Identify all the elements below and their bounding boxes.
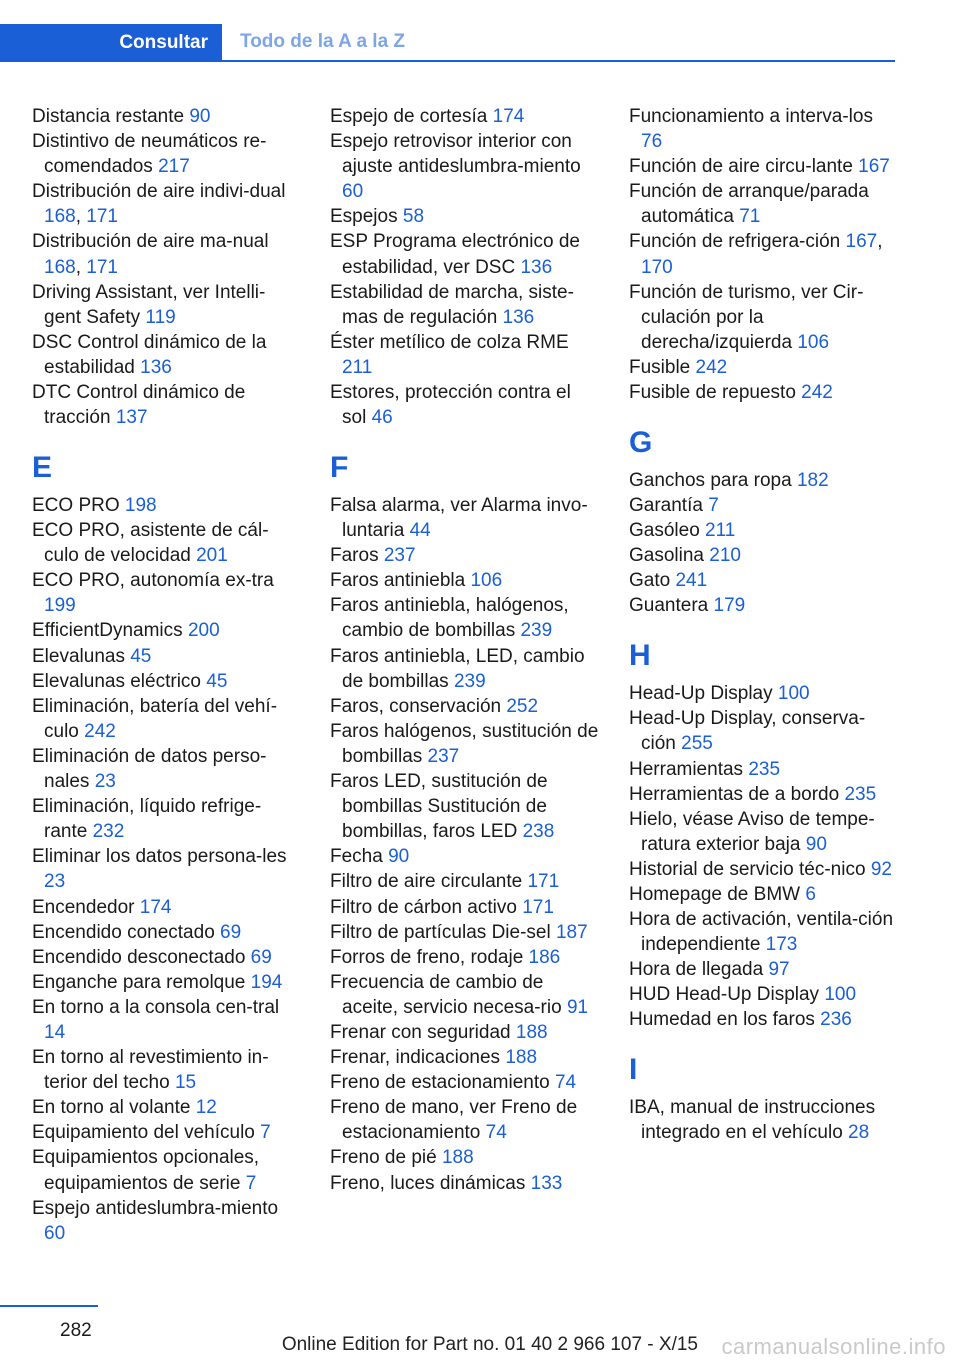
index-entry-text: Encendido desconectado [32,946,251,968]
page-link[interactable]: 241 [675,570,708,592]
page-link[interactable]: 174 [139,896,172,918]
index-entry [629,882,899,907]
index-entry-text: Filtro de cárbon activo [330,896,523,918]
index-entry [330,844,600,869]
page-link[interactable]: 242 [695,356,728,378]
index-entry-text: DSC Control dinámico de la estabilidad [32,331,267,378]
index-entry-text: Equipamiento del vehículo [32,1122,261,1144]
index-entry [32,280,302,330]
index-entry-text: Faros [330,545,384,567]
index-entry-text: Gasolina [629,545,710,567]
index-entry-text: Eliminación de datos perso-nales [32,745,267,793]
index-entry [330,694,600,719]
index-entry-text: Filtro de partículas Die-sel [330,921,556,943]
index-entry-text: Función de arranque/parada automática [629,181,869,228]
page-link[interactable]: 7 [260,1122,271,1144]
index-entry-text: Freno de mano, ver Freno de estacionamiento [330,1097,578,1144]
index-entry [629,681,899,706]
index-entry [32,568,302,618]
index-entry-text: Espejo antideslumbra-miento [32,1197,279,1219]
page-link[interactable]: 136 [502,306,535,328]
index-entry-text: DTC Control dinámico de tracción [32,382,246,429]
page-link[interactable]: 170 [641,256,673,278]
index-entry-text: Faros LED, sustitución de bombillas Sustitución de bombillas, faros LED [330,771,548,843]
index-entry-text: Falsa alarma, ver Alarma invo-luntaria [330,495,588,542]
page-link[interactable]: 74 [485,1122,507,1144]
index-entry-text: Elevalunas eléctrico [32,670,207,692]
page-link[interactable]: 210 [709,545,741,567]
page-link[interactable]: 194 [250,971,283,993]
page-link[interactable]: 137 [115,407,148,429]
index-entry [330,945,600,970]
index-entry-text: Función de aire circu-lante [629,156,859,178]
index-entry-text: Estores, protección contra el sol [330,382,571,429]
index-entry-text: Función de refrigera-ción [629,231,846,253]
page-link[interactable]: 23 [44,871,66,893]
index-entry-text: Distancia restante [32,106,190,127]
page-link[interactable]: 119 [145,306,176,328]
page-link[interactable]: 188 [441,1147,474,1169]
index-entry-text: Éster metílico de colza RME [330,331,569,353]
index-entry-text: Funcionamiento a interva-los [629,106,873,127]
index-entry [629,982,899,1007]
index-column-3 [629,104,899,1146]
index-entry-text: Espejo retrovisor interior con ajuste antideslumbra-miento [330,131,581,178]
index-entry [32,644,302,669]
index-entry [32,970,302,995]
page-link[interactable]: 100 [824,984,857,1006]
index-entry [629,593,899,618]
page-link[interactable]: 90 [805,833,827,855]
index-entry [330,280,600,330]
index-entry-text: Hora de llegada [629,959,769,981]
index-entry [32,995,302,1045]
page-link[interactable]: 255 [681,733,713,755]
page-link[interactable]: 69 [250,946,272,968]
header-bar [0,24,895,62]
index-entry [32,895,302,920]
index-entry-text: Forros de freno, rodaje [330,946,529,968]
index-entry [32,744,302,794]
index-entry [629,468,899,493]
page-link[interactable]: 91 [566,996,589,1018]
index-entry: Función de refrigera-ción 167, 170 [629,231,883,278]
page-link[interactable]: 60 [342,181,364,203]
index-entry-text: ECO PRO, autonomía ex-tra [32,570,274,592]
index-entry-text: Enganche para remolque [32,971,251,993]
page-link[interactable]: 90 [388,846,410,868]
index-entry-text: Freno de pié [330,1147,442,1169]
index-entry-text: Humedad en los faros [629,1009,821,1031]
index-entry-text: Faros, conservación [330,695,507,717]
index-entry-text: Gasóleo [629,520,706,542]
index-entry-text: Freno de estacionamiento [330,1072,555,1094]
index-entry-text: Faros antiniebla [330,570,471,592]
index-entry-text: Encendido conectado [32,921,221,943]
index-entry [629,957,899,982]
index-entry-text: Distribución de aire indivi-dual [32,181,286,203]
index-entry [330,1145,600,1170]
index-entry-text: Guantera [629,595,714,617]
footer-rule [0,1305,98,1307]
index-entry-text: Espejo de cortesía [330,106,493,127]
index-entry-text: Eliminación, batería del vehí-culo [32,695,278,742]
page-link[interactable]: 90 [189,106,211,127]
index-entry-text: Fecha [330,846,389,868]
index-entry: Distribución de aire indivi-dual 168, 171 [32,181,286,228]
index-letter-f: F [330,450,349,484]
page-number: 282 [60,1320,92,1341]
page-link[interactable]: 188 [515,1021,548,1043]
index-entry [629,1095,899,1145]
index-entry [629,807,899,857]
index-entry-text: IBA, manual de instrucciones integrado en el vehículo [629,1097,876,1144]
index-entry [330,895,600,920]
index-entry [32,1045,302,1095]
index-entry-text: Herramientas de a bordo [629,783,845,805]
page-link[interactable]: 173 [765,934,798,956]
index-entry [629,1007,899,1032]
page-link[interactable]: 71 [739,206,761,228]
index-entry-text: Eliminación, líquido refrige-rante [32,796,262,843]
index-entry-text: Frecuencia de cambio de aceite, servicio necesa-rio [330,971,567,1018]
index-entry-text: Elevalunas [32,645,131,667]
index-entry [629,179,899,229]
index-entry-text: ESP Programa electrónico de estabilidad, ver DSC [330,231,580,278]
index-letter-e: E [32,450,53,484]
index-column-2 [330,104,600,1196]
page-link[interactable]: 235 [748,758,781,780]
index-entry [330,1171,600,1196]
index-entry [330,330,600,380]
page-link[interactable]: 45 [206,670,228,692]
index-entry [330,380,600,430]
index-entry-text: Homepage de BMW [629,884,806,905]
page-link[interactable]: 97 [768,959,790,981]
page-link[interactable]: 179 [713,595,746,617]
index-entry-text: Head-Up Display, conserva-ción [629,708,866,755]
index-entry [629,857,899,882]
index-entry [32,518,302,568]
page-link[interactable]: 237 [383,545,416,567]
index-entry-text: Encendedor [32,896,140,918]
page-link[interactable]: 242 [84,720,116,742]
page-link[interactable]: 74 [554,1072,577,1094]
index-entry [32,1145,302,1195]
page-link[interactable]: 211 [342,356,373,378]
index-entry-text: Eliminar los datos persona-les [32,846,287,868]
index-entry [32,844,302,894]
index-entry [32,104,302,129]
page-link[interactable]: 168 [44,206,76,228]
page-link[interactable]: 106 [797,331,830,353]
index-entry [330,129,600,204]
index-entry [32,493,302,518]
page-link[interactable]: 58 [402,206,425,228]
index-entry-text: Gato [629,570,676,592]
page-link[interactable]: 236 [820,1009,852,1031]
index-entry-text: Fusible [629,356,696,378]
index-entry [629,782,899,807]
page-link[interactable]: 100 [777,683,810,705]
index-entry-text: Distintivo de neumáticos re-comendados [32,131,267,178]
tab-consultar[interactable]: Consultar [0,24,222,62]
index-entry [330,1020,600,1045]
index-entry [629,706,899,756]
index-entry-text: Freno, luces dinámicas [330,1172,531,1194]
page-link[interactable]: 171 [527,871,560,893]
page-link[interactable]: 242 [801,382,833,404]
index-entry [32,1120,302,1145]
index-entry [330,869,600,894]
index-entry [330,719,600,769]
page-link[interactable]: 198 [124,495,157,516]
page-link[interactable]: 45 [130,645,152,667]
index-entry-text: Faros antiniebla, halógenos, cambio de bombillas [330,595,569,642]
index-entry-text: Hora de activación, ventila-ción independiente [629,909,894,956]
page-link[interactable]: 168 [44,256,76,278]
index-entry [629,104,899,154]
page-link[interactable]: 235 [844,783,877,805]
header-rule [0,60,895,62]
index-entry [330,593,600,643]
index-entry [32,618,302,643]
index-entry-text: En torno al volante [32,1097,196,1119]
index-entry [32,669,302,694]
page-link[interactable]: 171 [86,206,118,228]
page-link[interactable]: 232 [92,821,125,843]
index-letter-h: H [629,639,651,673]
index-entry [629,543,899,568]
index-entry-text: ECO PRO, asistente de cál-culo de velocidad [32,520,269,567]
page-link[interactable]: 14 [44,1021,66,1043]
index-entry-text: Espejos [330,206,403,228]
index-letter-i: I [629,1053,638,1087]
index-entry-text: Estabilidad de marcha, siste-mas de regulación [330,281,574,328]
page-link[interactable]: 199 [44,595,76,617]
page-link[interactable]: 186 [528,946,561,968]
index-entry [330,769,600,844]
page-link[interactable]: 187 [555,921,588,943]
index-entry [629,380,899,405]
page-link[interactable]: 167 [845,231,878,253]
index-entry [330,204,600,229]
page-link[interactable]: 200 [187,620,220,642]
page-link[interactable]: 76 [641,131,663,153]
index-entry-text: Head-Up Display [629,683,778,705]
index-entry [629,907,899,957]
page-link[interactable]: 136 [140,356,172,378]
page-link[interactable]: 133 [530,1172,563,1194]
page-link[interactable]: 239 [453,670,486,692]
index-entry [330,229,600,279]
page-link[interactable]: 188 [505,1047,538,1069]
index-entry [330,568,600,593]
page-link[interactable]: 171 [86,256,118,278]
index-entry-text: Garantía [629,495,709,516]
index-entry [32,1095,302,1120]
index-letter-g: G [629,425,653,459]
index-entry-text: Filtro de aire circulante [330,871,528,893]
index-entry [32,330,302,380]
index-entry-text: Frenar con seguridad [330,1021,516,1043]
index-entry [629,154,899,179]
page-link[interactable]: 237 [427,745,460,767]
page-link[interactable]: 28 [848,1122,870,1144]
page-link[interactable]: 44 [409,520,431,542]
page-link[interactable]: 60 [44,1222,66,1244]
index-entry [32,129,302,179]
index-entry [330,543,600,568]
index-entry [32,380,302,430]
index-entry-text: Distribución de aire ma-nual [32,231,269,253]
page-link[interactable]: 174 [492,106,525,127]
index-entry-text: HUD Head-Up Display [629,984,825,1006]
index-entry-text: Faros halógenos, sustitución de bombillas [330,720,599,767]
page-link[interactable]: 12 [195,1097,217,1119]
page-link[interactable]: 238 [522,821,555,843]
index-entry [330,104,600,129]
tab-todo-a-z[interactable]: Todo de la A a la Z [240,31,406,52]
index-entry [330,970,600,1020]
index-entry-text: En torno a la consola cen-tral [32,996,280,1018]
index-entry [629,518,899,543]
index-entry [629,757,899,782]
page-link[interactable]: 201 [196,545,228,567]
index-column-1 [32,104,302,1246]
index-entry [330,644,600,694]
index-entry [32,1196,302,1246]
index-entry-text: Faros antiniebla, LED, cambio de bombillas [330,645,585,692]
index-entry-text: Hielo, véase Aviso de tempe-ratura exterior baja [629,808,875,855]
page-link[interactable]: 7 [245,1172,257,1194]
index-entry-text: Fusible de repuesto [629,382,802,404]
index-entry [330,1095,600,1145]
index-entry-text: Equipamientos opcionales, equipamientos de serie [32,1147,260,1194]
index-entry-text: Historial de servicio téc-nico [629,858,871,880]
index-entry [330,920,600,945]
page-link[interactable]: 46 [371,407,393,429]
index-entry [32,945,302,970]
page-link[interactable]: 136 [520,256,553,278]
index-entry [629,280,899,355]
index-entry-text: Función de turismo, ver Cir-culación por la derecha/izquierda [629,281,864,353]
page-link[interactable]: 182 [796,469,829,491]
index-entry-text: Frenar, indicaciones [330,1047,506,1069]
page-link[interactable]: 252 [506,695,539,717]
index-entry-text: Herramientas [629,758,749,780]
page-link[interactable]: 69 [220,921,242,943]
edition-text: Online Edition for Part no. 01 40 2 966 107 - X/15 [281,1334,698,1355]
index-entry-text: En torno al revestimiento in-terior del techo [32,1047,269,1094]
index-entry-text: ECO PRO [32,495,125,516]
page-link[interactable]: 6 [805,884,816,905]
page-link[interactable]: 15 [174,1072,197,1094]
index-entry [330,1070,600,1095]
page-link[interactable]: 106 [470,570,503,592]
page-link[interactable]: 171 [522,896,554,918]
index-entry [629,355,899,380]
page-link[interactable]: 23 [94,771,116,793]
page-link[interactable]: 211 [705,520,736,542]
page-link[interactable]: 167 [858,156,890,178]
watermark: carmanualsonline.info [721,1334,946,1359]
page-link[interactable]: 239 [520,620,553,642]
index-entry-text: Driving Assistant, ver Intelli-gent Safety [32,281,266,328]
index-entry [32,694,302,744]
page-link[interactable]: 217 [158,156,190,178]
page-link[interactable]: 92 [870,858,892,880]
index-entry [32,794,302,844]
page-link[interactable]: 7 [708,495,719,516]
index-entry [629,568,899,593]
index-entry-text: Ganchos para ropa [629,469,797,491]
index-entry-text: EfficientDynamics [32,620,188,642]
index-entry [629,493,899,518]
index-entry [330,1045,600,1070]
index-entry [32,920,302,945]
index-entry: Distribución de aire ma-nual 168, 171 [32,231,269,278]
index-entry [330,493,600,543]
